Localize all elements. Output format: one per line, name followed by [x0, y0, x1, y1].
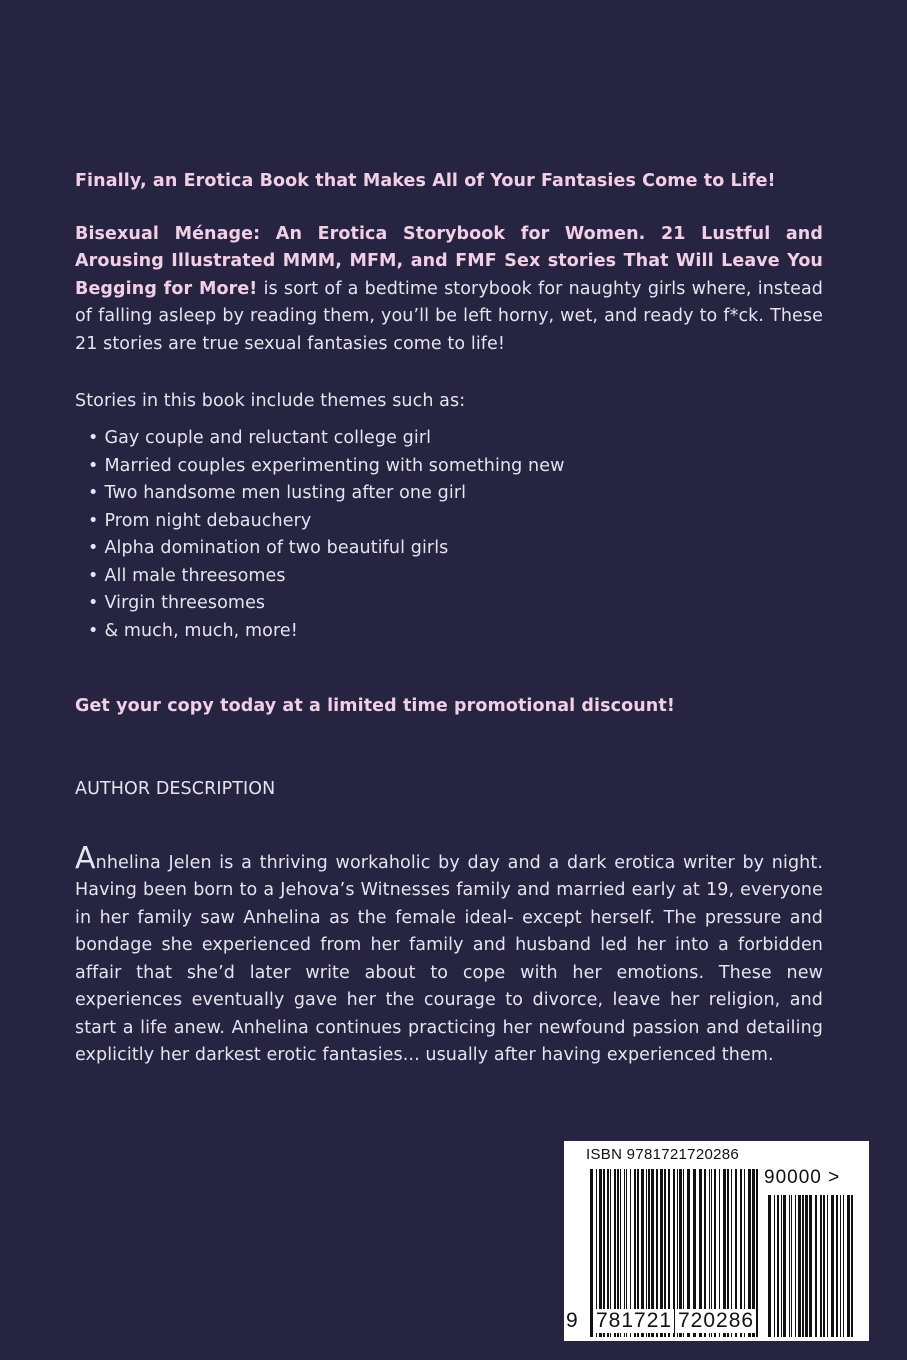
ean-left-group: 781721 — [596, 1309, 673, 1332]
author-heading: AUTHOR DESCRIPTION — [75, 778, 276, 799]
barcode-addon-bar — [831, 1195, 834, 1337]
themes-intro: Stories in this book include themes such as: — [75, 390, 466, 411]
themes-list — [88, 425, 836, 645]
barcode-addon-bar — [798, 1195, 801, 1337]
barcode-addon-bar — [836, 1195, 838, 1337]
list-item: • Alpha domination of two beautiful girls — [88, 535, 836, 563]
price-code: 90000 > — [764, 1167, 841, 1188]
list-item: • Married couples experimenting with something new — [88, 453, 836, 481]
author-bio-dropcap: A — [75, 840, 96, 876]
barcode-addon-bar — [815, 1195, 817, 1337]
list-item: • All male threesomes — [88, 563, 836, 591]
barcode-addon-bar — [827, 1195, 828, 1337]
book-description — [75, 221, 823, 359]
barcode-addon-bar — [820, 1195, 822, 1337]
author-bio-text: nhelina Jelen is a thriving workaholic by day and a dark erotica writer by night. Having been born to a Jehova’s Witnesses family and married early at 19, everyone in her family saw Anhelina as the female ideal- except herself. The pressure and bondage she experienced from her family and husband led her into a forbidden affair that she’d later write about to cope with her emotions. These new experiences eventually gave her the courage to divorce, leave her religion, and start a life anew. Anhelina continues practicing her newfound passion and detailing explicitly her darkest erotic fantasies... usually after having experienced them. — [75, 852, 823, 1065]
ean-digits — [566, 1309, 762, 1339]
barcode-addon-bar — [774, 1195, 775, 1337]
headline: Finally, an Erotica Book that Makes All of Your Fantasies Come to Life! — [75, 170, 776, 191]
barcode-addon-bar — [802, 1195, 804, 1337]
barcode-addon-bar — [823, 1195, 825, 1337]
barcode-addon-bar — [809, 1195, 812, 1337]
ean-first-digit: 9 — [566, 1309, 579, 1332]
call-to-action: Get your copy today at a limited time promotional discount! — [75, 695, 675, 716]
barcode-addon-bar — [783, 1195, 786, 1337]
barcode-addon-bar — [789, 1195, 790, 1337]
book-title: Bisexual Ménage: An Erotica Storybook for Women. 21 Lustful and Arousing Illustrated MMM, MFM, and FMF Sex stories That Will Leave You Begging for More! — [75, 223, 823, 299]
barcode-addon-bar — [840, 1195, 841, 1337]
isbn-barcode — [564, 1141, 869, 1341]
barcode-addon-bar — [777, 1195, 779, 1337]
barcode-addon-bars — [766, 1195, 858, 1337]
list-item: • Two handsome men lusting after one girl — [88, 480, 836, 508]
author-bio — [75, 840, 823, 1070]
barcode-addon-bar — [843, 1195, 844, 1337]
barcode-addon-bar — [847, 1195, 850, 1337]
barcode-addon-bar — [768, 1195, 771, 1337]
list-item: • & much, much, more! — [88, 618, 836, 646]
barcode-addon-bar — [791, 1195, 792, 1337]
isbn-label: ISBN 9781721720286 — [586, 1146, 740, 1163]
barcode-addon-bar — [781, 1195, 782, 1337]
barcode-addon-bar — [795, 1195, 796, 1337]
barcode-addon-bar — [851, 1195, 853, 1337]
barcode-addon-bar — [805, 1195, 808, 1337]
ean-right-group: 720286 — [678, 1309, 755, 1332]
list-item: • Prom night debauchery — [88, 508, 836, 536]
list-item: • Virgin threesomes — [88, 590, 836, 618]
book-description-body: is sort of a bedtime storybook for naughty girls where, instead of falling asleep by reading them, you’ll be left horny, wet, and ready to f*ck. These 21 stories are true sexual fantasies come to life! — [75, 278, 823, 354]
list-item: • Gay couple and reluctant college girl — [88, 425, 836, 453]
